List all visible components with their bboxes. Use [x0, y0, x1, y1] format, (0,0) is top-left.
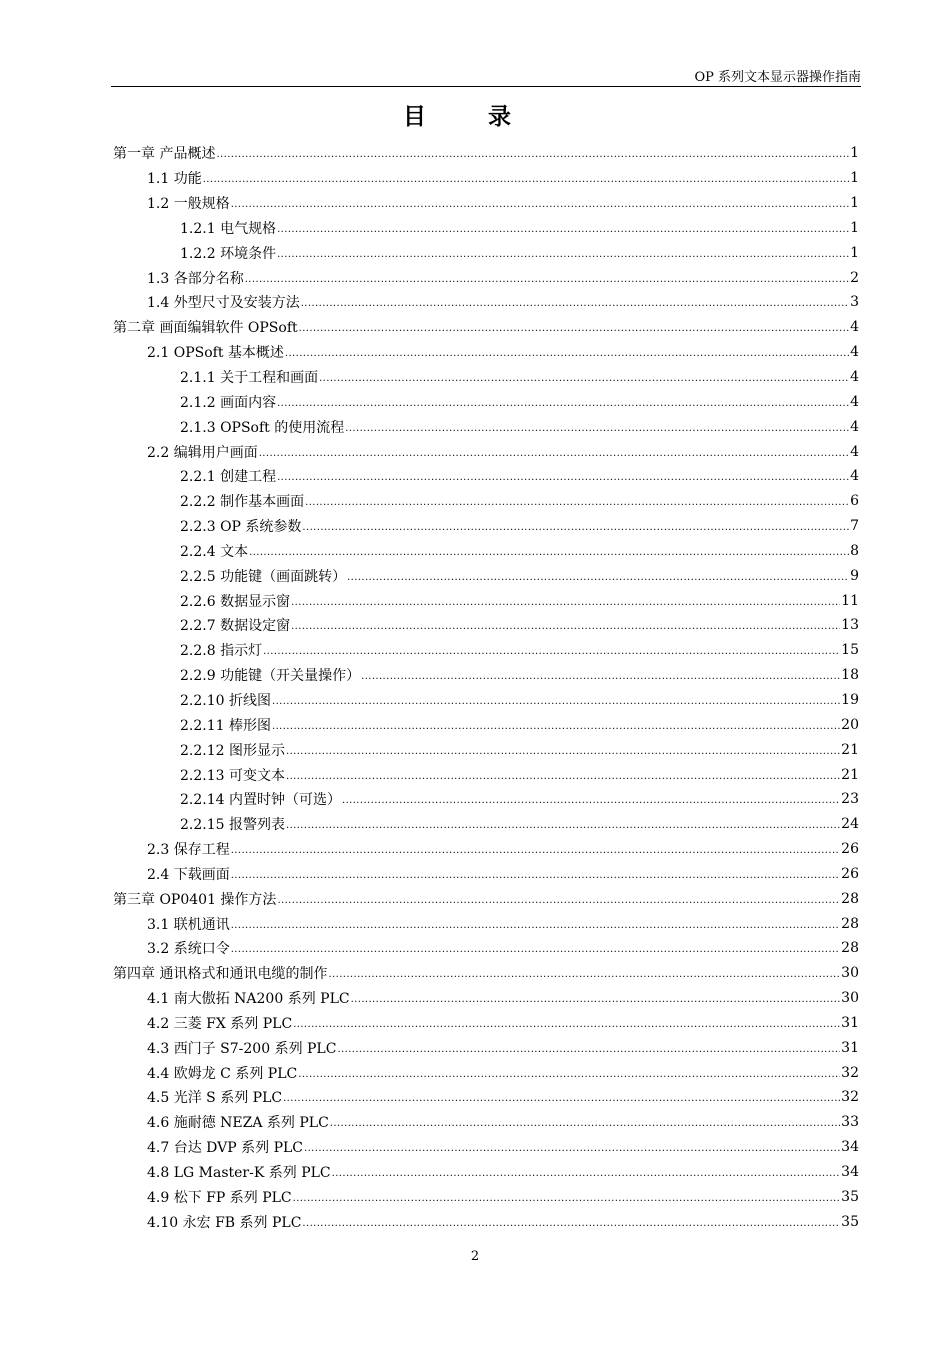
toc-dot-leader: [305, 493, 849, 509]
toc-entry-page: 4: [850, 443, 859, 460]
toc-entry-page: 26: [841, 841, 859, 858]
toc-dot-leader: [231, 940, 840, 956]
toc-entry-page: 4: [850, 369, 859, 386]
toc-entry-page: 2: [850, 269, 859, 286]
toc-entry-title: 4.10 永宏 FB 系列 PLC: [147, 1214, 302, 1231]
toc-dot-leader: [259, 444, 849, 460]
toc-entry[interactable]: [113, 837, 859, 862]
toc-entry-title: 1.4 外型尺寸及安装方法: [147, 295, 300, 312]
toc-dot-leader: [277, 394, 849, 410]
toc-entry[interactable]: [113, 613, 859, 638]
toc-dot-leader: [293, 1189, 841, 1205]
toc-entry-title: 2.4 下载画面: [147, 866, 230, 883]
toc-entry[interactable]: [113, 1060, 859, 1085]
toc-entry-page: 31: [841, 1014, 859, 1031]
toc-entry-title: 2.2.1 创建工程: [180, 469, 277, 486]
toc-entry-title: 4.6 施耐德 NEZA 系列 PLC: [147, 1115, 329, 1132]
toc-dot-leader: [351, 990, 841, 1006]
toc-entry-page: 34: [841, 1139, 859, 1156]
toc-entry[interactable]: [113, 290, 859, 315]
toc-dot-leader: [302, 518, 849, 534]
toc-entry[interactable]: [113, 489, 859, 514]
toc-entry[interactable]: [113, 861, 859, 886]
toc-entry[interactable]: [113, 1110, 859, 1135]
toc-dot-leader: [216, 145, 849, 161]
toc-entry-page: 13: [841, 617, 859, 634]
toc-entry-page: 30: [841, 965, 859, 982]
toc-entry[interactable]: [113, 464, 859, 489]
toc-entry-title: 2.2.6 数据显示窗: [180, 593, 291, 610]
toc-entry-page: 21: [841, 741, 859, 758]
toc-entry-page: 33: [841, 1114, 859, 1131]
toc-dot-leader: [283, 1089, 840, 1105]
toc-dot-leader: [285, 344, 849, 360]
toc-entry[interactable]: [113, 986, 859, 1011]
toc-entry-title: 4.4 欧姆龙 C 系列 PLC: [147, 1065, 298, 1082]
toc-entry-page: 1: [850, 244, 859, 261]
toc-entry-title: 2.2.9 功能键（开关量操作）: [180, 668, 361, 685]
toc-entry[interactable]: [113, 1135, 859, 1160]
toc-entry-title: 2.1.2 画面内容: [180, 394, 277, 411]
toc-entry-title: 2.2 编辑用户画面: [147, 444, 258, 461]
toc-entry[interactable]: [113, 638, 859, 663]
toc-dot-leader: [286, 742, 840, 758]
toc-dot-leader: [231, 195, 849, 211]
toc-entry-page: 24: [841, 816, 859, 833]
toc-entry-title: 1.2.2 环境条件: [180, 245, 277, 262]
toc-entry[interactable]: [113, 886, 859, 911]
toc-entry-title: 第二章 画面编辑软件 OPSoft: [113, 320, 298, 337]
toc-entry-title: 3.2 系统口令: [147, 941, 230, 958]
toc-entry-title: 第三章 OP0401 操作方法: [113, 891, 277, 908]
page-number: 2: [470, 1249, 480, 1264]
toc-entry-title: 4.8 LG Master-K 系列 PLC: [147, 1165, 331, 1182]
toc-entry-page: 35: [841, 1213, 859, 1230]
toc-entry-title: 2.2.13 可变文本: [180, 767, 285, 784]
toc-entry-title: 2.2.14 内置时钟（可选）: [180, 792, 341, 809]
toc-entry-title: 2.2.10 折线图: [180, 692, 271, 709]
toc-entry-title: 2.2.3 OP 系统参数: [180, 519, 302, 536]
toc-entry-page: 34: [841, 1164, 859, 1181]
toc-entry-page: 1: [850, 145, 859, 162]
toc-dot-leader: [304, 1139, 840, 1155]
toc-entry-title: 2.2.4 文本: [180, 543, 249, 560]
toc-dot-leader: [245, 270, 849, 286]
toc-entry[interactable]: [113, 389, 859, 414]
toc-entry-title: 4.7 台达 DVP 系列 PLC: [147, 1140, 304, 1157]
toc-entry-page: 35: [841, 1188, 859, 1205]
toc-entry-page: 7: [850, 518, 859, 535]
toc-entry[interactable]: [113, 688, 859, 713]
toc-entry-page: 1: [850, 219, 859, 236]
toc-entry-page: 31: [841, 1039, 859, 1056]
toc-entry-page: 4: [850, 344, 859, 361]
toc-entry[interactable]: [113, 141, 859, 166]
toc-dot-leader: [299, 319, 849, 335]
toc-entry[interactable]: [113, 240, 859, 265]
toc-entry[interactable]: [113, 514, 859, 539]
toc-dot-leader: [361, 667, 840, 683]
toc-dot-leader: [286, 767, 840, 783]
toc-entry-page: 21: [841, 766, 859, 783]
toc-dot-leader: [263, 642, 840, 658]
toc-entry[interactable]: [113, 1085, 859, 1110]
toc-entry[interactable]: [113, 787, 859, 812]
toc-entry-page: 4: [850, 393, 859, 410]
toc-entry[interactable]: [113, 1035, 859, 1060]
toc-entry-title: 4.3 西门子 S7-200 系列 PLC: [147, 1040, 337, 1057]
toc-entry-title: 1.2.1 电气规格: [180, 220, 277, 237]
toc-entry-page: 19: [841, 691, 859, 708]
toc-entry-page: 20: [841, 716, 859, 733]
toc-dot-leader: [231, 916, 840, 932]
toc-entry-title: 2.1.3 OPSoft 的使用流程: [180, 419, 345, 436]
toc-entry[interactable]: [113, 563, 859, 588]
toc-entry[interactable]: [113, 1160, 859, 1185]
toc-entry[interactable]: [113, 936, 859, 961]
toc-dot-leader: [298, 1065, 840, 1081]
toc-entry[interactable]: [113, 1209, 859, 1234]
toc-dot-leader: [231, 841, 840, 857]
toc-title: 目录: [403, 103, 573, 130]
toc-entry[interactable]: [113, 1184, 859, 1209]
toc-entry[interactable]: [113, 663, 859, 688]
toc-entry-page: 15: [841, 642, 859, 659]
toc-entry-page: 1: [850, 170, 859, 187]
toc-entry[interactable]: [113, 737, 859, 762]
toc-dot-leader: [291, 593, 840, 609]
toc-entry-page: 4: [850, 468, 859, 485]
toc-entry[interactable]: [113, 539, 859, 564]
toc-dot-leader: [330, 1114, 840, 1130]
toc-entry[interactable]: [113, 166, 859, 191]
toc-entry[interactable]: [113, 1011, 859, 1036]
toc-entry-title: 4.1 南大傲拓 NA200 系列 PLC: [147, 991, 350, 1008]
toc-entry-page: 28: [841, 915, 859, 932]
toc-entry[interactable]: [113, 265, 859, 290]
toc-entry-title: 3.1 联机通讯: [147, 916, 230, 933]
toc-dot-leader: [328, 965, 840, 981]
toc-entry[interactable]: [113, 365, 859, 390]
toc-dot-leader: [332, 1164, 841, 1180]
toc-entry-title: 4.2 三菱 FX 系列 PLC: [147, 1015, 293, 1032]
toc-dot-leader: [345, 419, 849, 435]
toc-entry-title: 4.9 松下 FP 系列 PLC: [147, 1189, 292, 1206]
toc-entry[interactable]: [113, 961, 859, 986]
toc-entry[interactable]: [113, 588, 859, 613]
toc-entry-title: 1.1 功能: [147, 171, 202, 188]
toc-entry-title: 2.2.11 棒形图: [180, 717, 271, 734]
toc-entry-page: 8: [850, 542, 859, 559]
toc-entry-page: 32: [841, 1064, 859, 1081]
toc-dot-leader: [286, 816, 840, 832]
toc-dot-leader: [272, 717, 840, 733]
toc-entry-title: 1.3 各部分名称: [147, 270, 244, 287]
toc-entry-page: 23: [841, 791, 859, 808]
toc-entry[interactable]: [113, 812, 859, 837]
toc-dot-leader: [301, 294, 849, 310]
toc-entry-title: 4.5 光洋 S 系列 PLC: [147, 1090, 283, 1107]
toc-entry[interactable]: [113, 911, 859, 936]
toc-dot-leader: [277, 245, 849, 261]
toc-entry-page: 4: [850, 319, 859, 336]
toc-entry-title: 2.3 保存工程: [147, 842, 230, 859]
toc-dot-leader: [231, 866, 840, 882]
toc-entry[interactable]: [113, 315, 859, 340]
toc-entry-title: 2.1.1 关于工程和画面: [180, 370, 319, 387]
toc-entry[interactable]: [113, 439, 859, 464]
table-of-contents: [113, 141, 859, 1234]
toc-dot-leader: [249, 543, 849, 559]
toc-entry-title: 2.1 OPSoft 基本概述: [147, 345, 284, 362]
toc-entry[interactable]: [113, 414, 859, 439]
toc-entry-page: 26: [841, 865, 859, 882]
toc-entry-title: 1.2 一般规格: [147, 196, 230, 213]
toc-entry-page: 9: [850, 567, 859, 584]
toc-dot-leader: [291, 617, 840, 633]
toc-dot-leader: [272, 692, 840, 708]
toc-entry[interactable]: [113, 216, 859, 241]
toc-entry[interactable]: [113, 191, 859, 216]
toc-dot-leader: [277, 220, 849, 236]
toc-entry[interactable]: [113, 712, 859, 737]
toc-dot-leader: [277, 468, 849, 484]
toc-entry-title: 2.2.7 数据设定窗: [180, 618, 291, 635]
toc-entry-page: 18: [841, 667, 859, 684]
toc-entry-title: 2.2.15 报警列表: [180, 817, 285, 834]
toc-entry-page: 6: [850, 493, 859, 510]
toc-entry-page: 28: [841, 890, 859, 907]
toc-entry-page: 30: [841, 990, 859, 1007]
running-header: OP 系列文本显示器操作指南: [694, 70, 861, 85]
toc-entry-page: 4: [850, 418, 859, 435]
toc-entry-title: 2.2.8 指示灯: [180, 643, 263, 660]
toc-dot-leader: [203, 170, 849, 186]
toc-entry-title: 第四章 通讯格式和通讯电缆的制作: [113, 966, 328, 983]
toc-dot-leader: [319, 369, 849, 385]
toc-entry-title: 2.2.12 图形显示: [180, 742, 285, 759]
toc-entry-page: 28: [841, 940, 859, 957]
toc-dot-leader: [342, 791, 840, 807]
toc-dot-leader: [302, 1214, 840, 1230]
toc-entry-title: 第一章 产品概述: [113, 146, 216, 163]
toc-entry-title: 2.2.5 功能键（画面跳转）: [180, 568, 347, 585]
toc-dot-leader: [293, 1015, 840, 1031]
header-rule: [111, 86, 861, 87]
toc-dot-leader: [337, 1040, 840, 1056]
toc-entry-title: 2.2.2 制作基本画面: [180, 494, 305, 511]
toc-dot-leader: [347, 568, 849, 584]
toc-entry[interactable]: [113, 762, 859, 787]
toc-entry-page: 3: [850, 294, 859, 311]
toc-entry-page: 32: [841, 1089, 859, 1106]
toc-entry[interactable]: [113, 340, 859, 365]
toc-entry-page: 11: [841, 592, 859, 609]
toc-dot-leader: [277, 891, 840, 907]
toc-entry-page: 1: [850, 195, 859, 212]
